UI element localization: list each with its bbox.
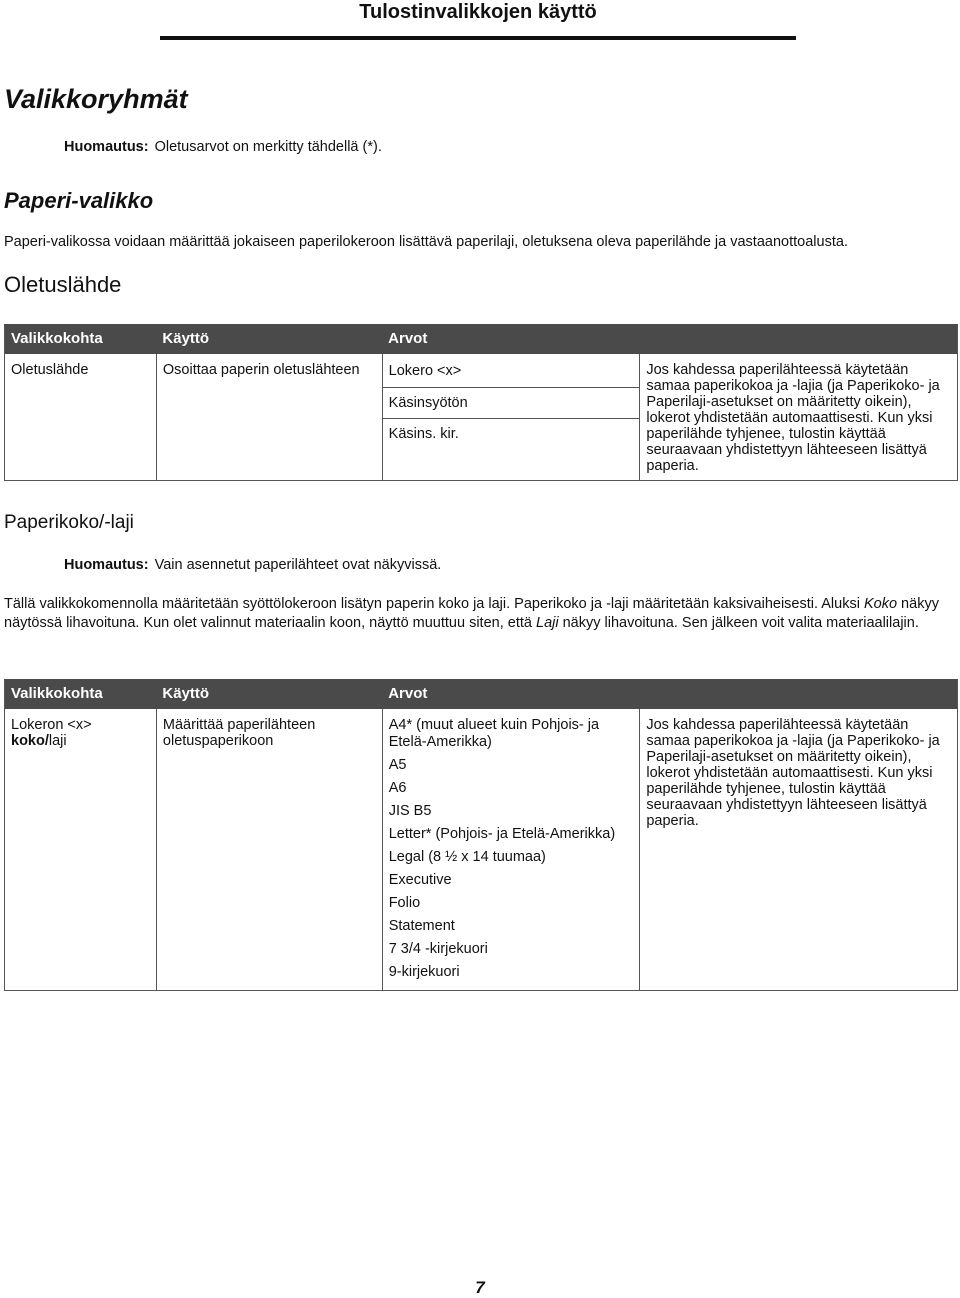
- page-number: 7: [475, 1278, 485, 1297]
- value-item: A5: [388, 757, 407, 773]
- value-item: Legal (8 ½ x 14 tuumaa): [388, 849, 546, 865]
- col-header-values: Arvot: [382, 679, 640, 709]
- item-line: Lokeron <x>: [11, 717, 92, 733]
- col-header-item: Valikkokohta: [5, 679, 157, 709]
- value-item: Lokero <x>: [383, 357, 640, 388]
- para-term-laji: Laji: [536, 615, 559, 631]
- paper-size-title: Paperikoko/-laji: [4, 512, 134, 533]
- para-term-koko: Koko: [863, 596, 898, 612]
- col-header-description: [640, 324, 958, 354]
- col-header-item: Valikkokohta: [5, 324, 157, 354]
- paper-size-description: [4, 595, 954, 633]
- note-label: Huomautus:: [64, 557, 149, 573]
- col-header-description: [640, 679, 958, 709]
- col-header-usage: Käyttö: [156, 679, 382, 709]
- table-header-row: [5, 324, 958, 354]
- note-default-values: [64, 139, 382, 155]
- para-text: näkyy näytössä lihavoituna. Kun olet valinnut materiaalin koon, näyttö muuttuu siten, että: [4, 596, 939, 631]
- item-bold-koko: koko/: [11, 733, 49, 749]
- value-item: Käsinsyötön: [383, 388, 640, 419]
- note-label: Huomautus:: [64, 139, 149, 155]
- col-header-usage: Käyttö: [156, 324, 382, 354]
- cell-item: [5, 709, 157, 991]
- default-source-title: Oletuslähde: [4, 272, 122, 297]
- paper-menu-title: Paperi-valikko: [4, 188, 154, 213]
- table-row: [5, 709, 958, 991]
- running-header-title: Tulostinvalikkojen käyttö: [359, 1, 597, 23]
- paper-menu-intro: Paperi-valikossa voidaan määrittää jokaiseen paperilokeroon lisättävä paperilaji, oletuksena oleva paperilähde ja vastaanottoalusta.: [4, 234, 848, 250]
- value-item: Folio: [388, 895, 421, 911]
- cell-values: [382, 354, 640, 481]
- value-item: 7 3/4 -kirjekuori: [388, 941, 488, 957]
- cell-usage: Osoittaa paperin oletuslähteen: [156, 354, 382, 481]
- note-installed-sources: [64, 557, 441, 573]
- cell-description: Jos kahdessa paperilähteessä käytetään samaa paperikokoa ja -lajia (ja Paperikoko- ja Paperilaji-asetukset on määritetty oikein), lokerot yhdistetään automaattisesti. Kun yksi paperilähde tyhjenee, tulostin käyttää seuraavaan yhdistettyyn lähteeseen lisättyä paperia.: [640, 354, 958, 481]
- cell-description: Jos kahdessa paperilähteessä käytetään samaa paperikokoa ja -lajia (ja Paperikoko- ja Paperilaji-asetukset on määritetty oikein), lokerot yhdistetään automaattisesti. Kun yksi paperilähde tyhjenee, tulostin käyttää seuraavaan yhdistettyyn lähteeseen lisättyä paperia.: [640, 709, 958, 991]
- paper-size-table: [4, 679, 958, 991]
- item-laji: laji: [48, 733, 67, 749]
- value-item: A4* (muut alueet kuin Pohjois- ja Etelä-Amerikka): [388, 717, 600, 750]
- cell-usage: Määrittää paperilähteen oletuspaperikoon: [156, 709, 382, 991]
- note-text: Vain asennetut paperilähteet ovat näkyvissä.: [154, 557, 442, 573]
- cell-values: [382, 709, 640, 991]
- value-item: Käsins. kir.: [388, 426, 459, 442]
- default-source-table: [4, 324, 958, 481]
- para-text: Tällä valikkokomennolla määritetään syöttölokeroon lisätyn paperin koko ja laji. Paperikoko ja -laji määritetään kaksivaiheisesti. Aluksi: [4, 596, 864, 612]
- table-row: [5, 354, 958, 481]
- running-header: [160, 0, 796, 40]
- item-line: [11, 733, 150, 749]
- section-title: Valikkoryhmät: [4, 84, 188, 114]
- value-item: Letter* (Pohjois- ja Etelä-Amerikka): [388, 826, 616, 842]
- para-text: näkyy lihavoituna. Sen jälkeen voit valita materiaalilajin.: [558, 615, 919, 631]
- table-header-row: [5, 679, 958, 709]
- value-item: Statement: [388, 918, 455, 934]
- cell-item: Oletuslähde: [11, 362, 89, 378]
- note-text: Oletusarvot on merkitty tähdellä (*).: [154, 139, 382, 155]
- value-item: Executive: [388, 872, 452, 888]
- value-item: A6: [388, 780, 407, 796]
- value-item: 9-kirjekuori: [388, 964, 460, 980]
- col-header-values: Arvot: [382, 324, 640, 354]
- value-item: JIS B5: [388, 803, 432, 819]
